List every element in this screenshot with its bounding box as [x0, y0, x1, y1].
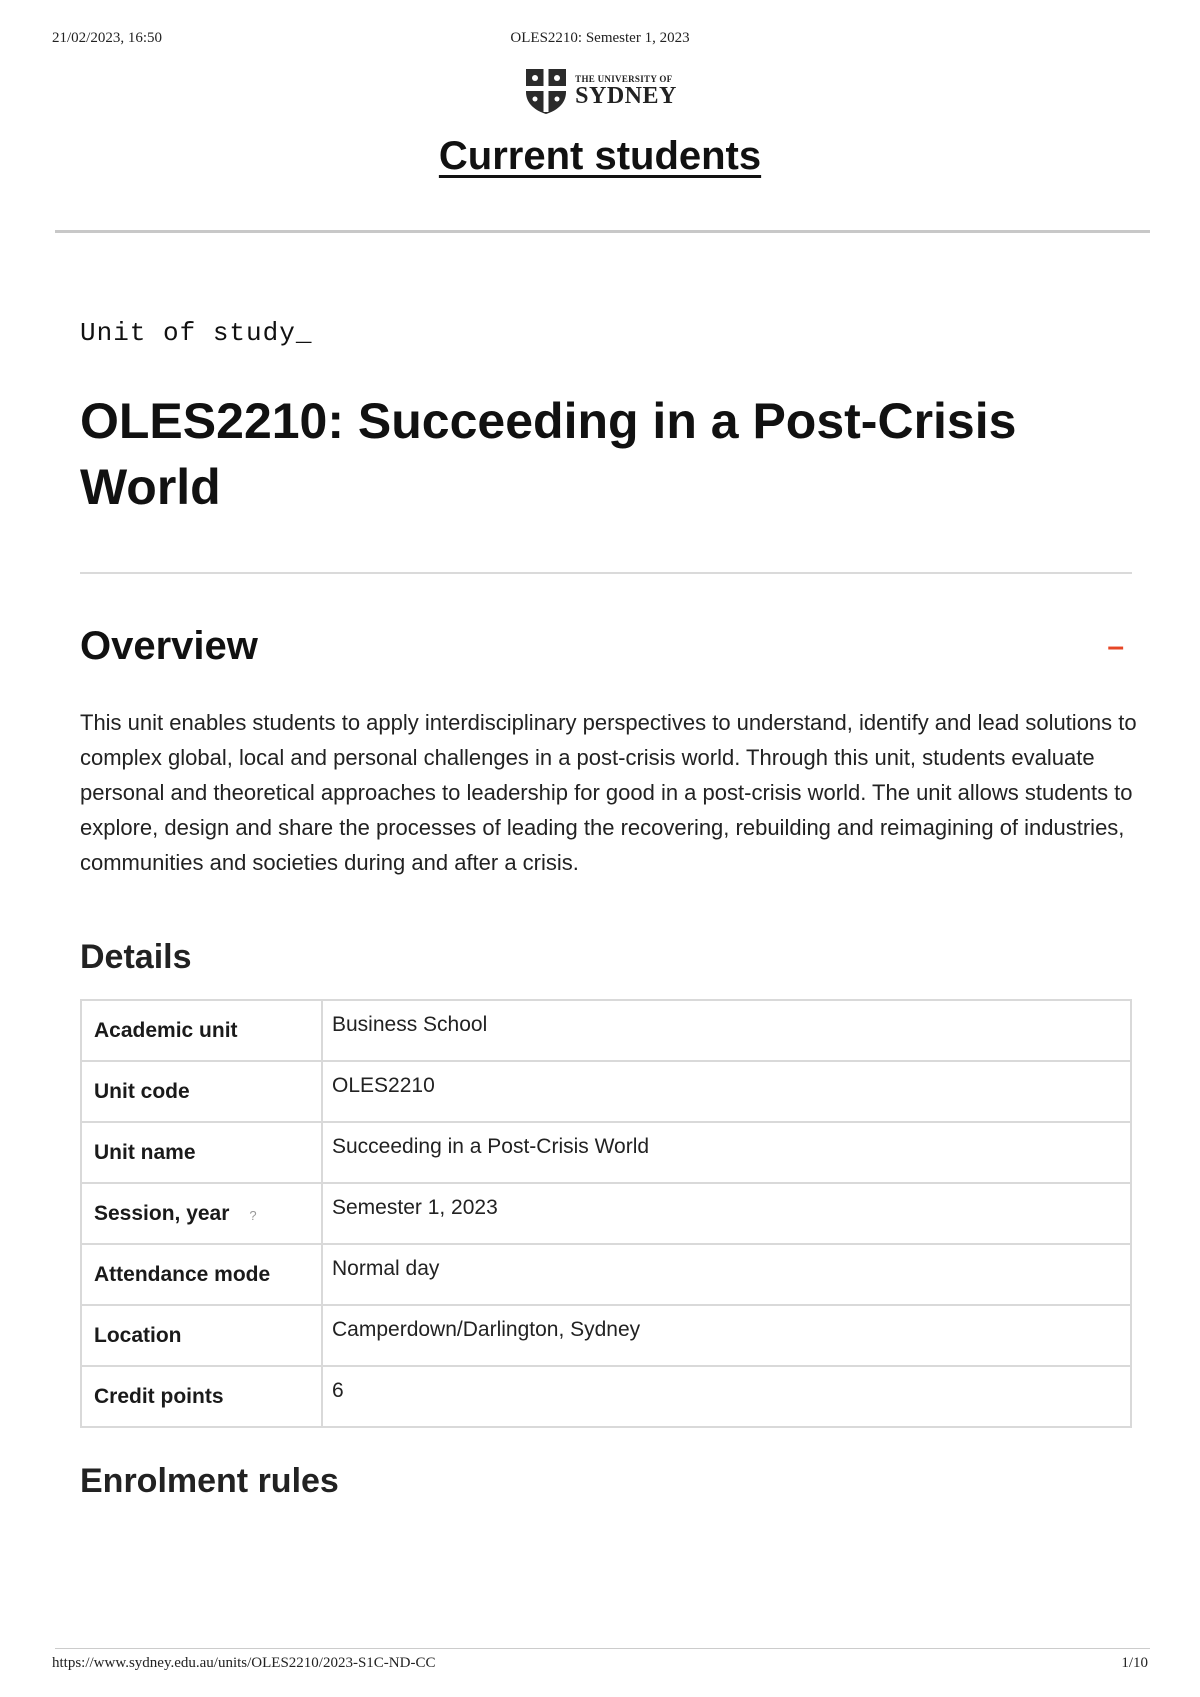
university-logo[interactable] — [0, 66, 1200, 116]
print-datetime: 21/02/2023, 16:50 — [52, 30, 163, 46]
help-icon[interactable]: ? — [249, 1207, 257, 1223]
table-row — [81, 1122, 1131, 1183]
details-heading: Details — [80, 938, 192, 976]
detail-value: OLES2210 — [322, 1061, 1131, 1122]
detail-label: Location — [81, 1305, 322, 1366]
print-url[interactable]: https://www.sydney.edu.au/units/OLES2210/2023-S1C-ND-CC — [52, 1655, 436, 1671]
table-row — [81, 1183, 1131, 1244]
print-footer — [52, 1655, 1148, 1675]
site-title[interactable]: Current students — [438, 134, 762, 178]
header-divider — [55, 230, 1150, 233]
table-row — [81, 1366, 1131, 1427]
table-row — [81, 1305, 1131, 1366]
detail-label: Unit code — [81, 1061, 322, 1122]
collapse-icon[interactable]: – — [1107, 629, 1124, 663]
detail-value: Semester 1, 2023 — [322, 1183, 1131, 1244]
table-row — [81, 1061, 1131, 1122]
enrolment-heading: Enrolment rules — [80, 1462, 339, 1500]
detail-value: Camperdown/Darlington, Sydney — [322, 1305, 1131, 1366]
overview-header[interactable] — [80, 624, 1132, 669]
detail-value: Business School — [322, 1000, 1131, 1061]
main-content — [80, 318, 1137, 1501]
details-table — [80, 999, 1132, 1428]
detail-value: Normal day — [322, 1244, 1131, 1305]
overview-heading: Overview — [80, 624, 258, 668]
logo-small-text: THE UNIVERSITY OF — [575, 73, 673, 84]
logo-big-text: SYDNEY — [575, 82, 677, 109]
content-divider — [80, 572, 1132, 574]
overview-description: This unit enables students to apply interdisciplinary perspectives to understand, identify and lead solutions to complex global, local and personal challenges in a post-crisis world. Through this unit, students evaluate personal and theoretical approaches to leadership for good in a post-crisis world. The unit allows students to explore, design and share the processes of leading the recovering, rebuilding and reimagining of industries, communities and societies during and after a crisis. — [80, 710, 1137, 875]
university-crest-icon — [523, 66, 569, 116]
detail-label: Session, year — [94, 1201, 230, 1225]
table-row — [81, 1000, 1131, 1061]
page-number: 1/10 — [1121, 1655, 1148, 1671]
detail-label-with-help — [81, 1183, 322, 1244]
page-title: OLES2210: Succeeding in a Post-Crisis World — [80, 393, 1017, 515]
detail-value: Succeeding in a Post-Crisis World — [322, 1122, 1131, 1183]
print-header — [52, 30, 1148, 50]
table-row — [81, 1244, 1131, 1305]
detail-label: Unit name — [81, 1122, 322, 1183]
unit-kicker: Unit of study_ — [80, 318, 313, 348]
print-doc-title: OLES2210: Semester 1, 2023 — [510, 30, 690, 46]
detail-value: 6 — [322, 1366, 1131, 1427]
detail-label: Attendance mode — [81, 1244, 322, 1305]
detail-label: Academic unit — [81, 1000, 322, 1061]
footer-divider — [55, 1648, 1150, 1649]
detail-label: Credit points — [81, 1366, 322, 1427]
